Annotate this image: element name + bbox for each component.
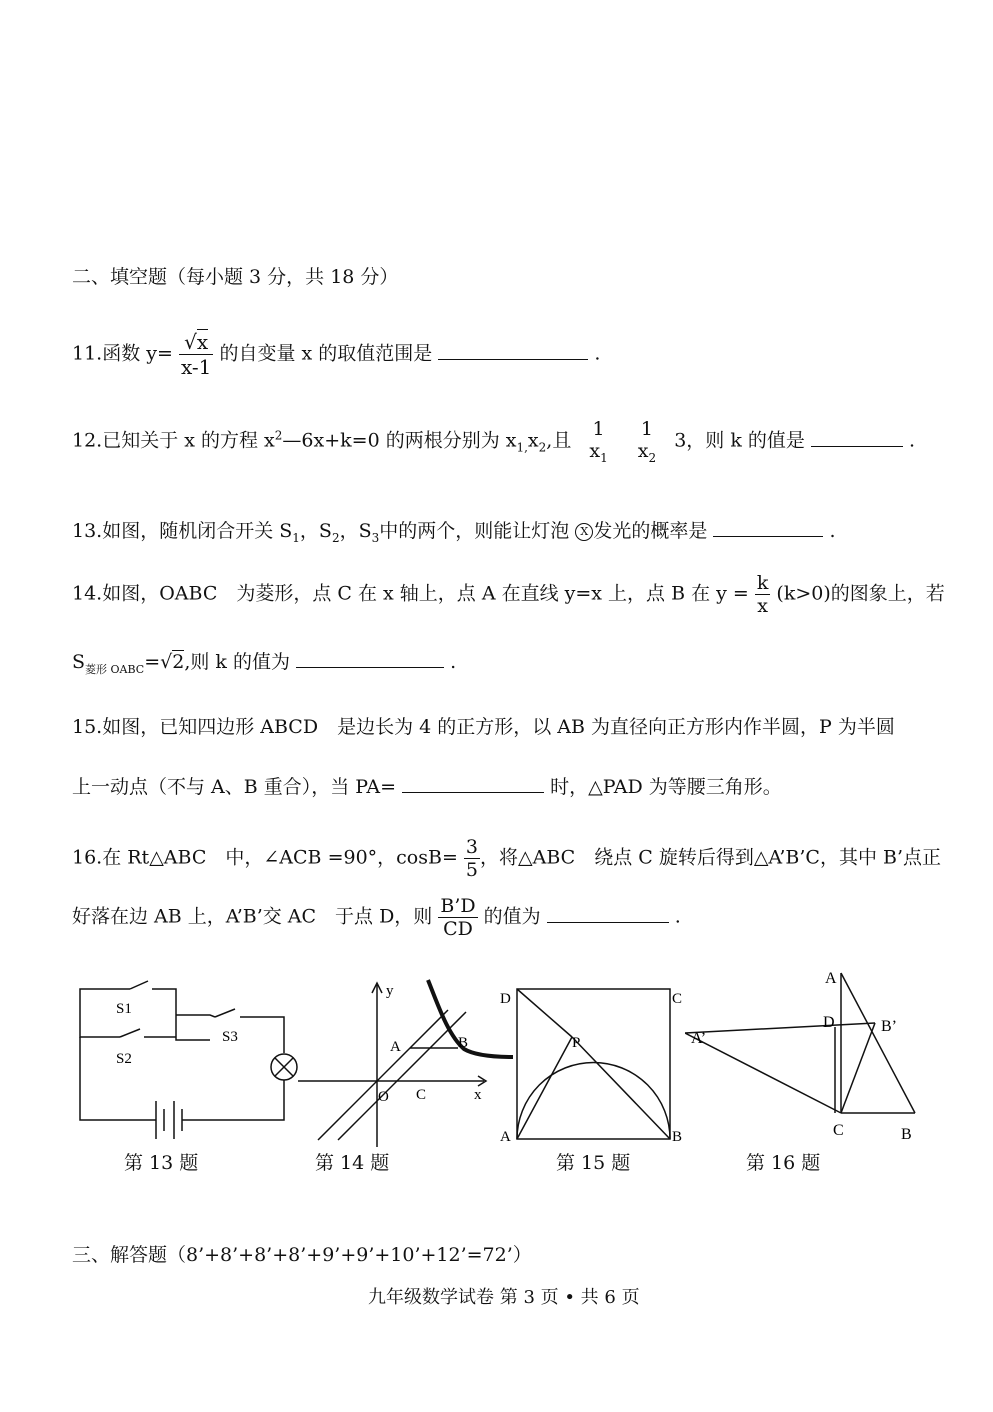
q13-prefix: 13.如图，随机闭合开关 S: [72, 520, 293, 542]
q14-suffix: ,则 k 的值为: [184, 651, 290, 673]
q16-den: 5: [465, 859, 479, 881]
q11-denominator: x-1: [180, 355, 212, 379]
point-c-label: C: [416, 1087, 427, 1103]
point-b-label: B: [672, 1129, 683, 1145]
q16-rest: ，将△ABC 绕点 C 旋转后得到△A’B’C，其中 B’点正: [480, 846, 941, 869]
q16-answer-blank[interactable]: [547, 904, 669, 923]
point-a-label: A: [390, 1039, 401, 1055]
point-c-label: C: [833, 1122, 844, 1139]
q16-num: 3: [465, 836, 479, 858]
point-b-label: B: [901, 1126, 912, 1143]
s1-label: S1: [116, 1001, 132, 1017]
q13-mid2: ，S: [339, 520, 372, 542]
q12-f1-num: 1: [592, 418, 605, 440]
q12-f1-den: $x_1$: [589, 440, 608, 465]
q12-and: ,且: [546, 429, 572, 452]
question-15: 15.如图，已知四边形 ABCD 是边长为 4 的正方形，以 AB 为直径向正方形内作半圆，P 为半圆: [72, 716, 895, 738]
q15-prefix: 上一动点（不与 A、B 重合），当 PA=: [72, 776, 396, 798]
figure-16-triangles: [685, 965, 925, 1145]
question-13: [72, 516, 835, 545]
s2-label: S2: [116, 1051, 132, 1067]
q13-mid3: 中的两个，则能让灯泡: [379, 520, 570, 542]
y-axis-label: y: [386, 983, 394, 999]
point-d-label: D: [500, 991, 511, 1007]
point-d-label: D: [823, 1014, 835, 1031]
q11-fraction: [179, 330, 213, 379]
point-b-prime-label: B’: [881, 1018, 897, 1035]
q13-end: .: [829, 520, 836, 542]
q16-end: .: [674, 905, 681, 928]
q14-s: S: [72, 651, 86, 673]
point-c-label: C: [672, 991, 683, 1007]
page-footer: 九年级数学试卷 第 3 页 • 共 6 页: [368, 1287, 640, 1308]
q14-s-sub: 菱形 OABC: [85, 663, 145, 676]
q14-sqrt: √2: [160, 651, 185, 673]
q16-prefix: 16.在 Rt△ABC 中，∠ACB =90°，cosB=: [72, 846, 458, 869]
point-p-label: P: [572, 1035, 581, 1051]
q14-prefix: 14.如图，OABC 为菱形，点 C 在 x 轴上，点 A 在直线 y=x 上，点 B 在 y =: [72, 582, 749, 605]
figure-13-caption: 第 13 题: [124, 1152, 199, 1174]
section-3-heading: 三、解答题（8’+8’+8’+8’+9’+9’+10’+12’=72’）: [72, 1244, 532, 1266]
question-14: [72, 572, 945, 617]
q14-eq: =: [144, 651, 161, 673]
q16-f-num: B’D: [440, 895, 476, 917]
q15-suffix: 时，△PAD 为等腰三角形。: [550, 776, 782, 798]
figure-14-caption: 第 14 题: [315, 1152, 390, 1174]
q11-prefix: 11.函数 y=: [72, 342, 173, 365]
q12-f2-num: 1: [640, 418, 653, 440]
q16-line2-suffix: 的值为: [483, 905, 541, 928]
q14-k: k: [756, 572, 769, 594]
x-axis-label: x: [474, 1087, 482, 1103]
q14-x: x: [755, 594, 771, 617]
figure-14-graph: [298, 975, 513, 1150]
q14-answer-blank[interactable]: [296, 649, 444, 668]
q14-end: .: [450, 651, 457, 673]
figure-13-circuit: [70, 975, 300, 1150]
figure-15-caption: 第 15 题: [556, 1152, 631, 1174]
q13-mid1: ，S: [299, 520, 332, 542]
question-16: [72, 836, 941, 881]
q12-fraction-2: [636, 418, 658, 465]
bulb-icon: X: [575, 523, 593, 541]
q13-s3: 3: [371, 531, 380, 545]
section-2-heading: 二、填空题（每小题 3 分，共 18 分）: [72, 266, 399, 288]
figure-15-square: [498, 985, 684, 1145]
q12-prefix: 12.已知关于 x 的方程 x: [72, 429, 275, 452]
origin-label: O: [378, 1089, 389, 1105]
q14-condition: (k>0)的图象上，若: [776, 582, 945, 605]
q12-sup: 2: [274, 428, 283, 443]
q11-end: .: [594, 342, 601, 365]
question-11: [72, 330, 600, 379]
q12-three: 3: [674, 429, 687, 452]
q13-suffix: 发光的概率是: [593, 520, 708, 542]
q13-s1: 1: [292, 531, 300, 545]
figure-16-caption: 第 16 题: [746, 1152, 821, 1174]
q12-answer-blank[interactable]: [811, 428, 903, 447]
q16-cos-fraction: [464, 836, 480, 881]
q11-suffix: 的自变量 x 的取值范围是: [219, 342, 433, 365]
q16-line2-prefix: 好落在边 AB 上，A’B’交 AC 于点 D，则: [72, 905, 433, 928]
q15-answer-blank[interactable]: [402, 774, 544, 793]
question-15-line-2: [72, 772, 782, 799]
q11-answer-blank[interactable]: [438, 341, 588, 360]
point-a-label: A: [825, 970, 837, 987]
q12-sub2: 2: [538, 440, 547, 455]
q13-s2: 2: [331, 531, 340, 545]
q12-x2: x: [527, 429, 539, 452]
question-14-line-2: [72, 647, 456, 677]
q12-sub1: 1,: [516, 440, 528, 455]
q16-ratio-fraction: [438, 895, 477, 940]
q16-f-den: CD: [438, 917, 477, 940]
q12-fraction-1: [587, 418, 609, 465]
q13-answer-blank[interactable]: [713, 518, 823, 537]
q12-end: .: [908, 429, 916, 452]
question-12: [72, 418, 915, 465]
question-16-line-2: [72, 895, 681, 940]
q12-suffix: ，则 k 的值是: [686, 429, 805, 452]
q14-fraction: [755, 572, 771, 617]
q12-f2-den: $x_2$: [637, 440, 657, 465]
point-a-label: A: [500, 1129, 511, 1145]
point-b-label: B: [458, 1035, 469, 1051]
q12-eq-rest: —6x+k=0 的两根分别为 x: [282, 429, 517, 452]
s3-label: S3: [222, 1029, 238, 1045]
q11-numerator: √x: [184, 330, 209, 354]
point-a-prime-label: A’: [691, 1030, 707, 1047]
